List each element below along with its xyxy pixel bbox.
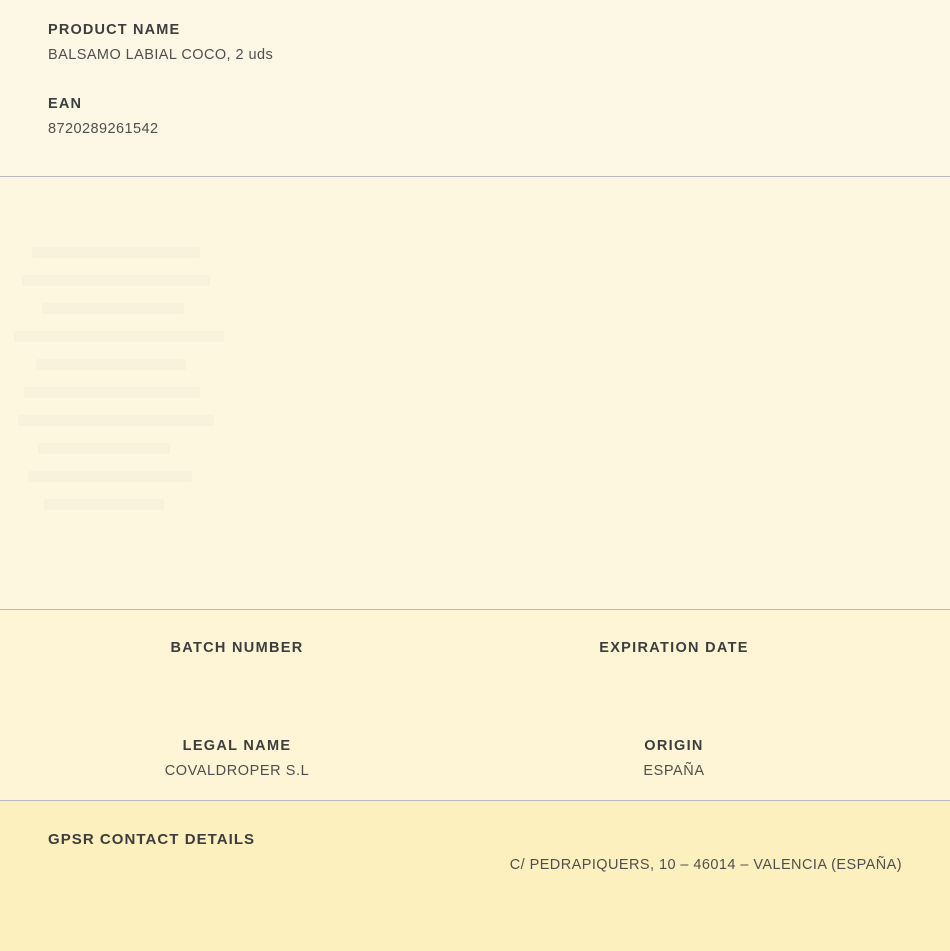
expiration-date-label: EXPIRATION DATE — [599, 640, 749, 656]
batch-number-value — [0, 665, 474, 682]
faded-line — [38, 443, 170, 454]
faded-line — [44, 499, 164, 510]
product-details-section — [0, 610, 950, 800]
faded-line — [32, 247, 200, 258]
faded-watermark — [238, 199, 322, 247]
product-name-value: BALSAMO LABIAL COCO, 2 uds — [48, 47, 274, 63]
faded-line — [22, 275, 210, 286]
faded-line — [14, 331, 224, 342]
origin-field — [474, 738, 874, 780]
legal-name-label: LEGAL NAME — [182, 738, 292, 754]
faded-line — [18, 415, 214, 426]
origin-label: ORIGIN — [644, 738, 704, 754]
ean-field — [48, 96, 902, 137]
batch-number-field — [0, 640, 474, 682]
ean-value: 8720289261542 — [48, 121, 159, 137]
ean-label: EAN — [48, 96, 83, 112]
expiration-date-field — [474, 640, 874, 682]
legal-name-value: COVALDROPER S.L — [164, 763, 310, 779]
details-row-batch — [0, 640, 950, 682]
faded-line — [36, 359, 186, 370]
origin-value: ESPAÑA — [643, 763, 705, 779]
gpsr-address: C/ PEDRAPIQUERS, 10 – 46014 – VALENCIA (ESPAÑA) — [509, 857, 902, 873]
product-name-label: PRODUCT NAME — [48, 22, 181, 38]
gpsr-title: GPSR CONTACT DETAILS — [48, 831, 256, 848]
product-image-area — [0, 177, 950, 609]
faded-text-block — [8, 247, 263, 527]
details-row-legal — [0, 738, 950, 780]
faded-line — [28, 471, 192, 482]
faded-line — [24, 387, 200, 398]
expiration-date-value — [474, 665, 874, 682]
faded-line — [42, 303, 184, 314]
batch-number-label: BATCH NUMBER — [170, 640, 304, 656]
product-name-field — [48, 22, 902, 63]
product-header-section — [0, 0, 950, 176]
gpsr-contact-section — [0, 801, 950, 951]
legal-name-field — [0, 738, 474, 780]
